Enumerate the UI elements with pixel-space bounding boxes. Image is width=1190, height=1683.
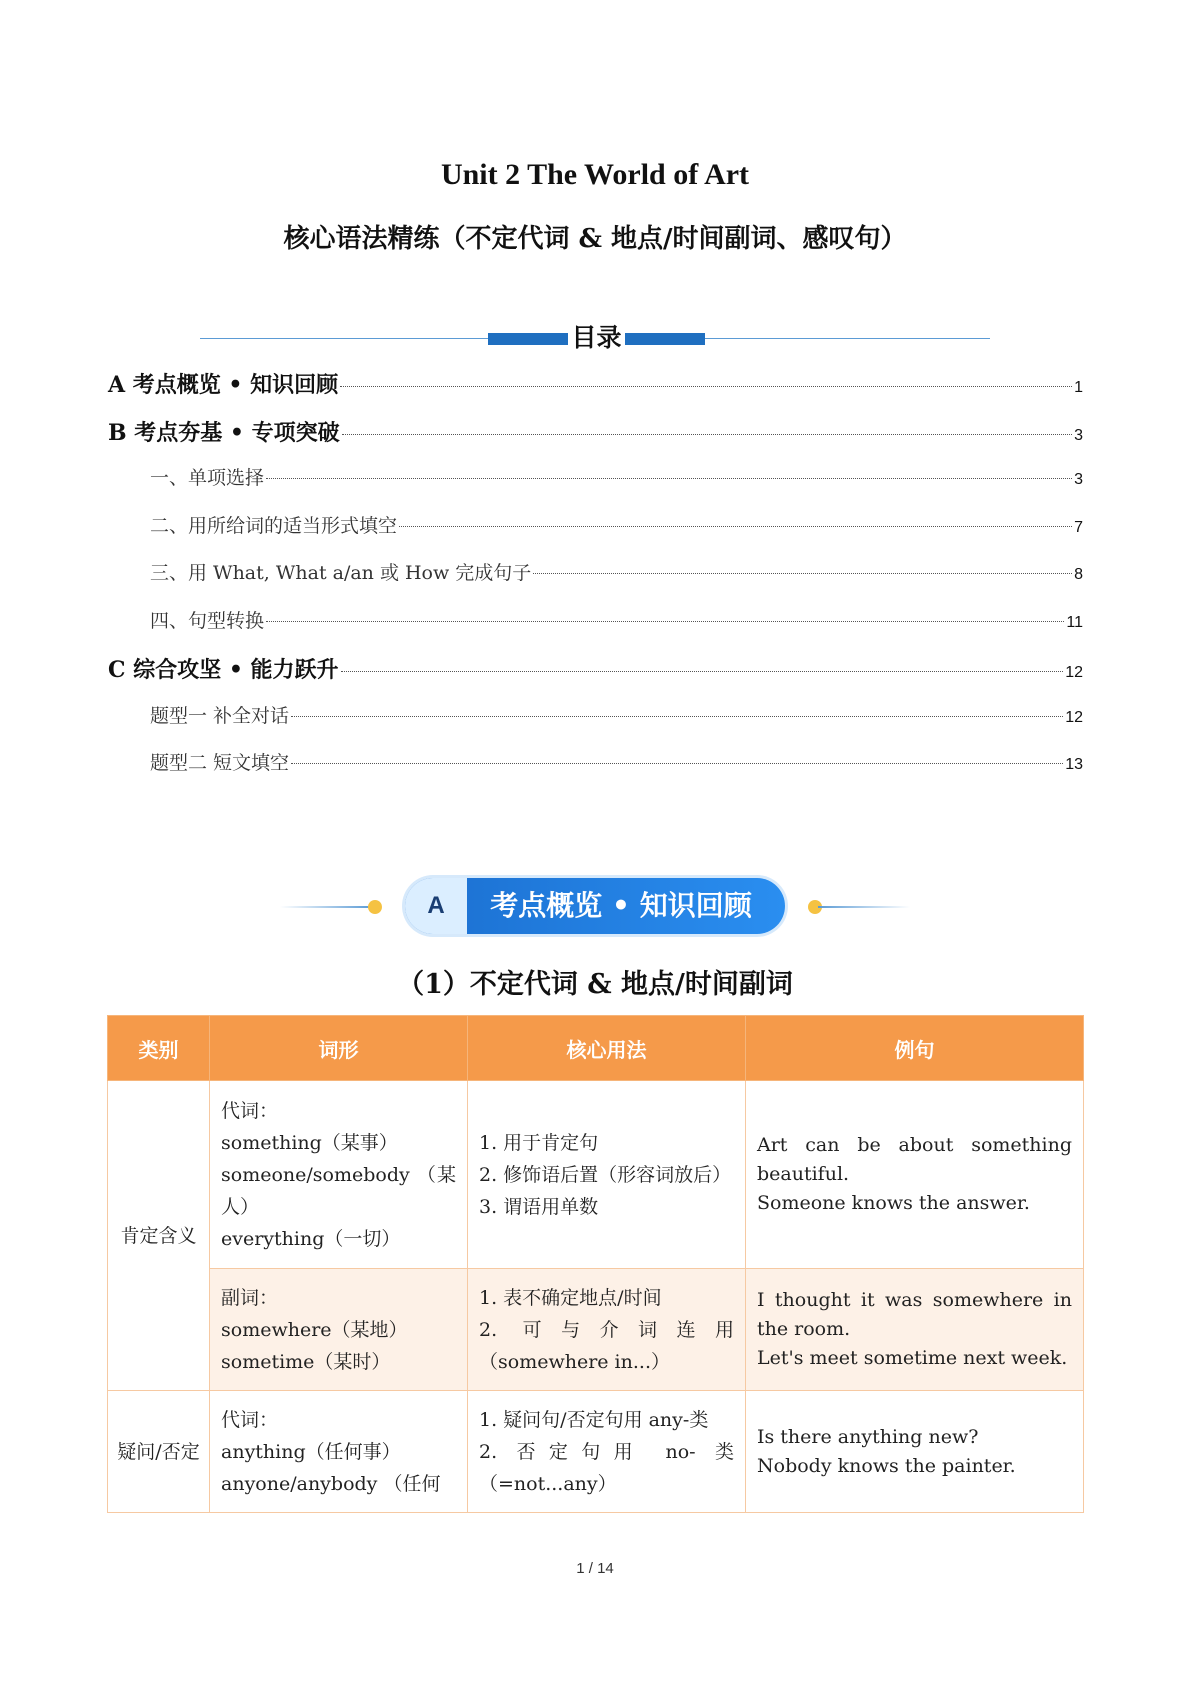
usage-cell (468, 1269, 746, 1391)
toc-leader (399, 526, 1072, 527)
section-title: （1）不定代词 & 地点/时间副词 (397, 969, 793, 1000)
toc-entry[interactable] (108, 748, 1083, 796)
toc-leader (533, 573, 1072, 574)
toc-entry[interactable] (108, 701, 1083, 749)
example-line: Art can be about something beautiful. (757, 1134, 1072, 1185)
header-category: 类别 (108, 1016, 210, 1081)
doc-title: Unit 2 The World of Art (440, 158, 750, 191)
table-row (108, 1391, 1084, 1513)
toc-entry-text: A 考点概览 • 知识回顾 (108, 372, 339, 398)
toc-leader (266, 621, 1064, 622)
usage-line: 2. 否定句用 no- 类（=not...any） (479, 1440, 734, 1495)
forms-line: everything（一切） (221, 1227, 401, 1250)
toc-entry[interactable] (108, 416, 1083, 464)
toc-leader (342, 434, 1072, 435)
toc-entry-page: 11 (1066, 613, 1083, 631)
table-row (108, 1081, 1084, 1269)
usage-line: 3. 谓语用单数 (479, 1195, 599, 1218)
toc-entry-page: 13 (1065, 756, 1083, 773)
toc-entry-text: 题型一 补全对话 (150, 704, 290, 727)
example-line: Someone knows the answer. (757, 1192, 1030, 1214)
toc-entry-page: 1 (1074, 379, 1083, 396)
toc-leader (291, 716, 1063, 717)
examples-cell (746, 1269, 1084, 1391)
toc-leader (291, 763, 1063, 764)
usage-line: 2. 可与介词连用（somewhere in...） (479, 1318, 734, 1373)
forms-cell (210, 1081, 468, 1269)
toc-entry-page: 3 (1074, 471, 1083, 488)
toc-entry-text: 二、用所给词的适当形式填空 (150, 514, 398, 537)
banner-letter: A (405, 878, 467, 934)
toc-leader (266, 478, 1072, 479)
page-number: 1 / 14 (576, 1560, 614, 1577)
forms-cell (210, 1269, 468, 1391)
example-line: Let's meet sometime next week. (757, 1347, 1068, 1369)
toc-entry[interactable] (108, 368, 1083, 416)
forms-line: sometime（某时） (221, 1350, 391, 1373)
toc-entry[interactable] (108, 653, 1083, 701)
forms-line: anyone/anybody （任何 (221, 1472, 441, 1495)
banner-line-left (280, 906, 372, 908)
doc-subtitle: 核心语法精练（不定代词 & 地点/时间副词、感叹句） (283, 224, 907, 254)
toc-entry[interactable] (108, 463, 1083, 511)
forms-line: somewhere（某地） (221, 1318, 408, 1341)
banner-line-right (818, 906, 910, 908)
header-usage: 核心用法 (468, 1016, 746, 1081)
usage-line: 1. 疑问句/否定句用 any-类 (479, 1408, 709, 1431)
forms-line: 代词： (221, 1408, 279, 1431)
example-line: Is there anything new? (757, 1425, 979, 1448)
toc-bar-left (488, 333, 568, 345)
toc-entry-text: 三、用 What, What a/an 或 How 完成句子 (150, 562, 532, 584)
forms-line: anything（任何事） (221, 1440, 401, 1463)
toc-entry-page: 3 (1074, 426, 1083, 444)
forms-line: 副词： (221, 1286, 279, 1309)
toc-entry-text: 题型二 短文填空 (150, 752, 290, 774)
table-of-contents (108, 368, 1083, 796)
toc-bar-right (625, 333, 705, 345)
header-forms: 词形 (210, 1016, 468, 1081)
usage-line: 1. 表不确定地点/时间 (479, 1286, 662, 1309)
toc-entry-text: 一、单项选择 (150, 467, 265, 489)
usage-cell (468, 1081, 746, 1269)
header-examples: 例句 (746, 1016, 1084, 1081)
table-row (108, 1269, 1084, 1391)
toc-leader (341, 671, 1064, 672)
banner-pill (405, 878, 785, 934)
example-line: I thought it was somewhere in the room. (757, 1289, 1072, 1340)
category-cell: 疑问/否定 (108, 1391, 210, 1513)
examples-cell (746, 1081, 1084, 1269)
examples-cell (746, 1391, 1084, 1513)
toc-entry-text: B 考点夯基 • 专项突破 (108, 419, 340, 446)
usage-cell (468, 1391, 746, 1513)
toc-entry[interactable] (108, 606, 1083, 654)
toc-entry[interactable] (108, 511, 1083, 559)
toc-entry-text: C 综合攻坚 • 能力跃升 (108, 657, 339, 683)
section-banner (280, 878, 910, 934)
category-cell: 肯定含义 (108, 1081, 210, 1391)
toc-entry-text: 四、句型转换 (150, 609, 265, 632)
forms-cell (210, 1391, 468, 1513)
table-header-row (108, 1016, 1084, 1081)
banner-text: 考点概览 • 知识回顾 (490, 889, 752, 922)
toc-entry-page: 7 (1074, 518, 1083, 536)
grammar-table (107, 1015, 1084, 1513)
toc-entry-page: 12 (1065, 664, 1083, 681)
forms-line: 代词： (221, 1099, 279, 1122)
example-line: Nobody knows the painter. (757, 1454, 1016, 1477)
banner-dot-left (368, 900, 382, 914)
toc-entry[interactable] (108, 558, 1083, 606)
usage-line: 1. 用于肯定句 (479, 1131, 599, 1154)
usage-line: 2. 修饰语后置（形容词放后） (479, 1163, 732, 1186)
toc-heading-bar (200, 310, 990, 350)
toc-entry-page: 12 (1065, 708, 1083, 726)
toc-entry-page: 8 (1074, 566, 1083, 583)
forms-line: someone/somebody （某人） (221, 1163, 456, 1218)
toc-leader (340, 386, 1072, 387)
toc-heading: 目录 (568, 318, 625, 354)
forms-line: something（某事） (221, 1131, 398, 1154)
